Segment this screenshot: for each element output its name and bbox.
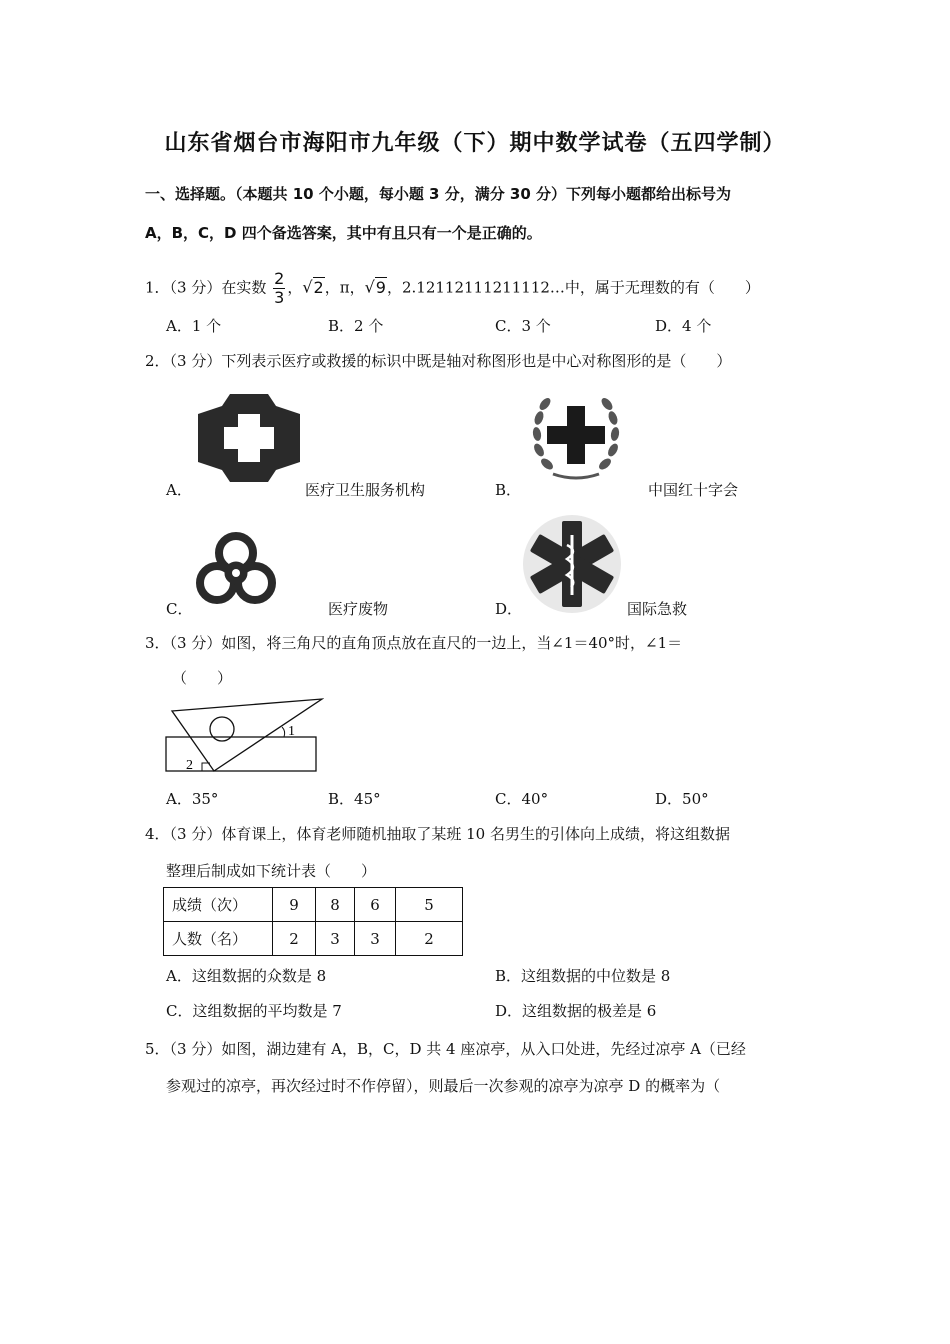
q3-option-d: D．50°	[655, 790, 709, 808]
table-cell: 9	[273, 888, 316, 922]
q1-sep1: ，	[287, 278, 303, 297]
ruler-triangle-figure	[164, 697, 324, 777]
q1-option-a: A．1 个	[166, 317, 222, 335]
triangle-shape	[172, 699, 322, 771]
table-row	[164, 922, 463, 956]
q3-option-b: B．45°	[328, 790, 381, 808]
biohazard-logo-icon	[194, 527, 278, 607]
fraction-numerator: 2	[274, 269, 285, 288]
angle-1-label: 1	[288, 724, 295, 739]
q1-prefix: 1．（3 分）在实数	[145, 278, 267, 297]
q2-option-a-caption: 医疗卫生服务机构	[305, 481, 426, 499]
health-service-logo-icon	[196, 392, 302, 484]
table-cell: 2	[396, 922, 463, 956]
section-heading-line2: A，B，C，D 四个备选答案，其中有且只有一个是正确的。	[145, 224, 542, 242]
fraction-denominator: 3	[274, 288, 285, 307]
table-cell: 5	[396, 888, 463, 922]
sqrt-two: √2	[302, 277, 324, 297]
question-5-line2: 参观过的凉亭，再次经过时不作停留），则最后一次参观的凉亭为凉亭 D 的概率为（	[166, 1077, 721, 1095]
table-cell: 6	[355, 888, 396, 922]
q2-option-c-letter: C．	[166, 600, 193, 618]
table-cell: 3	[316, 922, 355, 956]
star-of-life-logo-icon	[521, 513, 623, 615]
question-3-line2: （ ）	[172, 669, 233, 687]
question-5-line1: 5．（3 分）如图，湖边建有 A，B，C，D 共 4 座凉亭，从入口处进，先经过凉亭 A（已经	[145, 1040, 746, 1058]
q1-option-b: B．2 个	[328, 317, 384, 335]
statistics-table	[163, 887, 463, 956]
table-cell: 人数（名）	[164, 922, 273, 956]
q1-rest: ，2.12112111211112…中，属于无理数的有（ ）	[386, 278, 760, 297]
q4-option-d: D．这组数据的极差是 6	[495, 1002, 657, 1020]
table-cell: 3	[355, 922, 396, 956]
table-row	[164, 888, 463, 922]
q2-option-d-caption: 国际急救	[627, 600, 688, 618]
question-2: 2．（3 分）下列表示医疗或救援的标识中既是轴对称图形也是中心对称图形的是（ ）	[145, 352, 732, 370]
question-4-line1: 4．（3 分）体育课上，体育老师随机抽取了某班 10 名男生的引体向上成绩，将这组数据	[145, 825, 730, 843]
q2-option-c-caption: 医疗废物	[328, 600, 389, 618]
q3-option-a: A．35°	[166, 790, 219, 808]
section-heading-line1: 一、选择题。（本题共 10 个小题，每小题 3 分，满分 30 分）下列每小题都给出标号为	[145, 185, 732, 203]
q2-option-d-letter: D．	[495, 600, 523, 618]
q4-option-c: C．这组数据的平均数是 7	[166, 1002, 342, 1020]
fraction-two-thirds	[273, 271, 285, 306]
table-cell: 2	[273, 922, 316, 956]
q1-sep2: ，π，	[324, 278, 365, 297]
q2-option-b-letter: B．	[495, 481, 522, 499]
sqrt-two-radicand: 2	[313, 277, 324, 297]
q3-option-c: C．40°	[495, 790, 549, 808]
q1-option-c: C．3 个	[495, 317, 551, 335]
question-3-line1: 3．（3 分）如图，将三角尺的直角顶点放在直尺的一边上，当∠1＝40°时，∠1＝	[145, 634, 683, 652]
question-4-line2: 整理后制成如下统计表（ ）	[166, 862, 377, 880]
q2-option-a-letter: A．	[166, 481, 192, 499]
q4-option-b: B．这组数据的中位数是 8	[495, 967, 671, 985]
table-cell: 成绩（次）	[164, 888, 273, 922]
table-cell: 8	[316, 888, 355, 922]
sqrt-nine: √9	[364, 277, 386, 297]
question-1	[145, 271, 760, 306]
page-title: 山东省烟台市海阳市九年级（下）期中数学试卷（五四学制）	[164, 131, 786, 156]
q2-option-b-caption: 中国红十字会	[648, 481, 739, 499]
q1-option-d: D．4 个	[655, 317, 712, 335]
red-cross-logo-icon	[523, 384, 629, 484]
sqrt-nine-radicand: 9	[375, 277, 386, 297]
q4-option-a: A．这组数据的众数是 8	[166, 967, 327, 985]
angle-2-label: 2	[186, 758, 193, 773]
